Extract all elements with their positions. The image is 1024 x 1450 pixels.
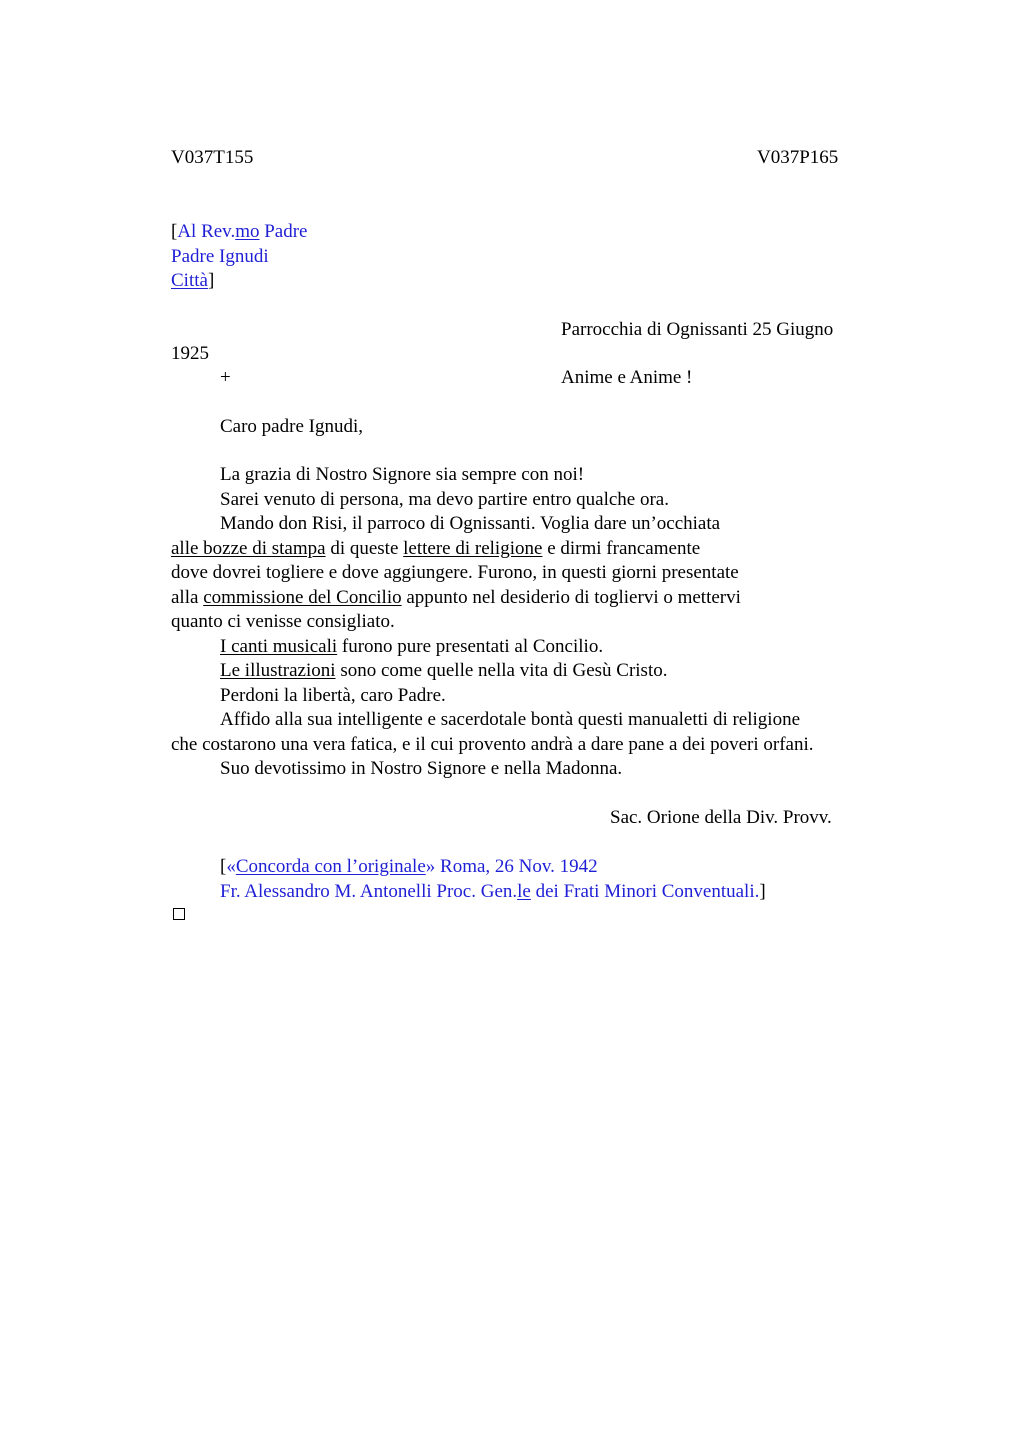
signature: Sac. Orione della Div. Provv.	[610, 807, 832, 828]
quote-mark-open: «	[226, 856, 236, 877]
letter-body	[171, 463, 871, 782]
cross-symbol: +	[220, 367, 231, 388]
address-line-1	[171, 220, 308, 245]
place-date-year: 1925	[171, 343, 209, 364]
certification-bracket-close: ]	[759, 881, 766, 902]
document-code-left: V037T155	[171, 147, 254, 168]
body-text: sono come quelle nella vita di Gesù Cristo.	[335, 660, 668, 681]
body-line: La grazia di Nostro Signore sia sempre con noi!	[220, 464, 585, 485]
body-text: alla	[171, 586, 204, 608]
address-bracket-close: ]	[207, 270, 215, 291]
address-city: Città	[171, 270, 208, 291]
certifier-title-abbrev: le	[517, 881, 531, 902]
motto: Anime e Anime !	[561, 367, 693, 388]
quote-mark-close: »	[425, 856, 436, 877]
body-line	[171, 659, 871, 684]
body-line	[171, 537, 871, 562]
address-line-2: Padre Ignudi	[171, 246, 269, 267]
end-mark-square-icon	[173, 908, 185, 920]
body-text: di queste	[325, 537, 404, 559]
body-line: dove dovrei togliere e dove aggiungere. Furono, in questi giorni presentate	[171, 562, 739, 583]
body-text: e dirmi francamente	[542, 537, 701, 559]
body-line: che costarono una vera fatica, e il cui provento andrà a dare pane a dei poveri orfani.	[171, 733, 814, 755]
certification-line-2	[220, 880, 766, 905]
body-text: appunto nel desiderio di togliervi o mettervi	[401, 586, 741, 608]
document-code-right: V037P165	[757, 147, 839, 168]
certification-quote: Concorda con l’originale	[235, 856, 426, 877]
address-title: Al Rev.	[177, 221, 236, 242]
underlined-phrase: alle bozze di stampa	[171, 537, 326, 559]
body-line	[171, 586, 871, 611]
body-line: Sarei venuto di persona, ma devo partire entro qualche ora.	[220, 488, 669, 510]
body-line: Suo devotissimo in Nostro Signore e nella Madonna.	[220, 758, 623, 779]
salutation: Caro padre Ignudi,	[220, 416, 363, 437]
address-bracket-open: [	[171, 221, 178, 242]
address-title-suffix: Padre	[259, 221, 308, 242]
certifier-order: dei Frati Minori Conventuali.	[530, 881, 760, 902]
underlined-phrase: commissione del Concilio	[203, 586, 402, 608]
certification-place-date: Roma, 26 Nov. 1942	[435, 856, 598, 877]
underlined-phrase: Le illustrazioni	[220, 660, 336, 681]
body-line: Perdoni la libertà, caro Padre.	[220, 684, 446, 706]
body-line	[171, 635, 871, 660]
body-line: quanto ci venisse consigliato.	[171, 611, 395, 632]
underlined-phrase: I canti musicali	[220, 635, 338, 657]
address-title-abbrev: mo	[235, 221, 260, 242]
address-line-3	[171, 269, 214, 294]
certification-line-1	[220, 855, 598, 880]
body-text: furono pure presentati al Concilio.	[337, 635, 604, 657]
place-date: Parrocchia di Ognissanti 25 Giugno	[561, 319, 834, 340]
body-line: Mando don Risi, il parroco di Ognissanti. Voglia dare un’occhiata	[220, 513, 721, 534]
body-line: Affido alla sua intelligente e sacerdotale bontà questi manualetti di religione	[220, 709, 801, 730]
underlined-phrase: lettere di religione	[403, 537, 543, 559]
certifier-name: Fr. Alessandro M. Antonelli Proc. Gen.	[220, 881, 518, 902]
certification-bracket-open: [	[220, 856, 227, 877]
